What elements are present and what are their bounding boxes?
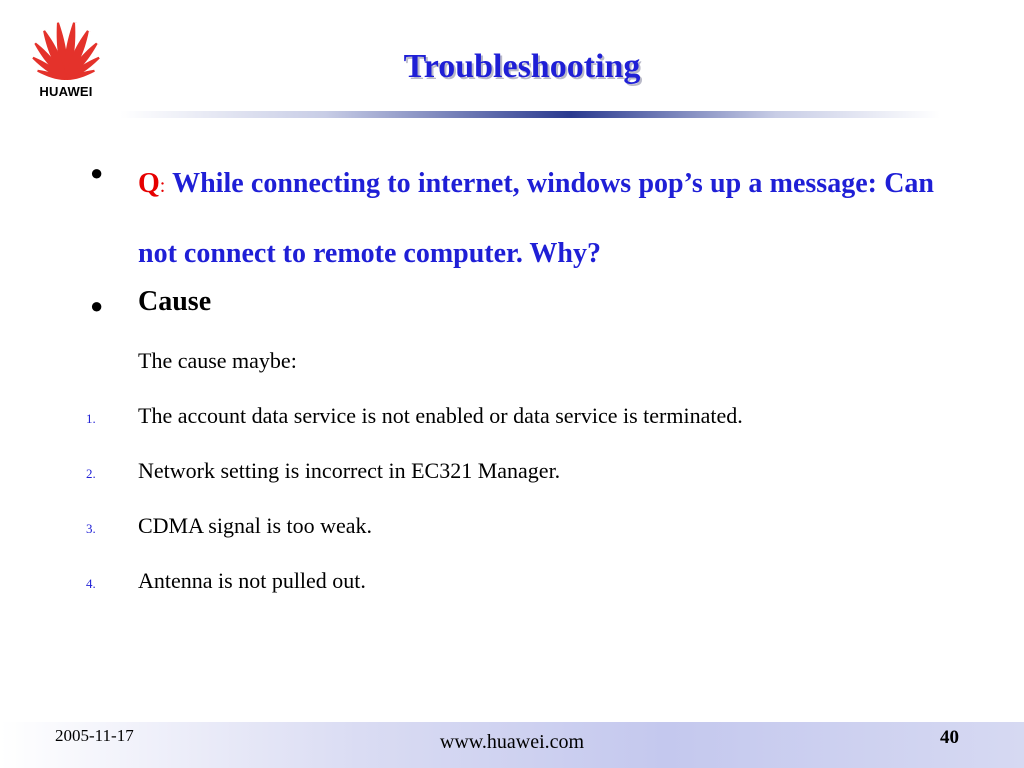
bullet-icon: ● xyxy=(90,293,104,318)
list-item: Antenna is not pulled out. xyxy=(138,568,366,593)
footer-url: www.huawei.com xyxy=(439,731,585,753)
question-text: While connecting to internet, windows pop’s up a message: Can not connect to remote computer. Why? xyxy=(138,168,934,269)
cause-heading: Cause xyxy=(138,286,212,317)
question-letter: Q xyxy=(138,168,160,199)
question-colon: : xyxy=(159,175,166,197)
footer-date: 2005-11-17 xyxy=(55,726,134,745)
list-item: The account data service is not enabled or data service is terminated. xyxy=(138,403,743,428)
list-item: CDMA signal is too weak. xyxy=(138,513,373,538)
bullet-icon: ● xyxy=(90,160,104,185)
list-number: 4. xyxy=(86,576,96,591)
cause-intro: The cause maybe: xyxy=(138,348,297,373)
question-paragraph xyxy=(138,150,934,288)
list-item: Network setting is incorrect in EC321 Manager. xyxy=(138,458,561,483)
list-number: 2. xyxy=(86,466,96,481)
slide-title: Troubleshooting xyxy=(403,48,641,85)
logo-wordmark: HUAWEI xyxy=(39,84,93,99)
list-number: 1. xyxy=(86,411,96,426)
list-number: 3. xyxy=(86,521,96,536)
page-number: 40 xyxy=(940,727,959,748)
